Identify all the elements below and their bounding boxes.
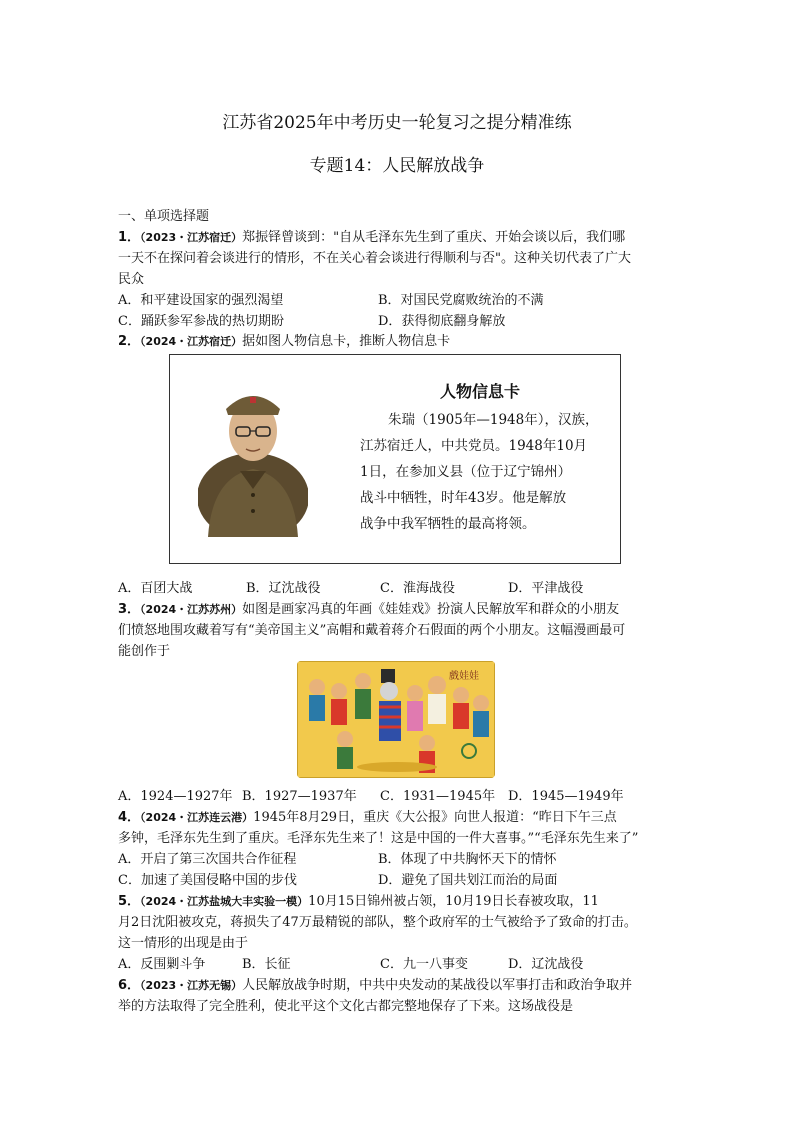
option-b[interactable]: B．体现了中共胸怀天下的情怀 [378,852,557,867]
option-d[interactable]: D．平津战役 [508,581,584,596]
document-subtitle: 专题14：人民解放战争 [309,156,485,176]
portrait-image [198,369,308,537]
question-1-line-2: 一天不在探问着会谈进行的情形，不在关心着会谈进行得顺利与否"。这种关切代表了广大 [118,251,631,266]
option-b[interactable]: B．对国民党腐败统治的不满 [378,293,544,308]
option-c[interactable]: C．淮海战役 [380,581,455,596]
question-5-line-1 [118,890,599,909]
option-a[interactable]: A．开启了第三次国共合作征程 [118,852,297,867]
card-line: 1日，在参加义县（位于辽宁锦州） [360,464,572,480]
question-5-line-2: 月2日沈阳被攻克，蒋损失了47万最精锐的部队，整个政府军的士气被给予了致命的打击。 [118,915,637,930]
card-line: 江苏宿迁人，中共党员。1948年10月 [360,438,588,454]
question-5-line-3: 这一情形的出现是由于 [118,936,249,951]
question-3-line-2: 们愤怒地围攻藏着写有“美帝国主义”高帽和戴着蒋介石假面的两个小朋友。这幅漫画最可 [118,623,626,638]
question-source: （2023・江苏无锡） [140,979,243,992]
question-number: 6． [118,978,141,993]
question-text: 如图是画家冯真的年画《娃娃戏》扮演人民解放军和群众的小朋友 [242,602,620,617]
question-3-line-1 [118,598,619,617]
question-text: 人民解放战争时期，中共中央发动的某战役以军事打击和政治争取并 [242,978,633,993]
card-line: 战斗中牺牲，时年43岁。他是解放 [360,490,567,506]
question-text: 10月15日锦州被占领，10月19日长春被攻取，11 [308,894,599,909]
option-a[interactable]: A．反围剿斗争 [118,957,206,972]
question-number: 1． [118,230,141,245]
option-d[interactable]: D．1945—1949年 [508,789,624,804]
card-line: 朱瑞（1905年—1948年），汉族， [388,412,599,428]
option-d[interactable]: D．辽沈战役 [508,957,584,972]
card-text [360,407,612,537]
question-2-line-1 [118,330,450,349]
option-c[interactable]: C．九一八事变 [380,957,468,972]
question-source: （2024・江苏苏州） [140,603,243,616]
question-text: 1945年8月29日，重庆《大公报》向世人报道：“昨日下午三点 [253,810,617,825]
question-source: （2024・江苏盐城大丰实验一模） [140,895,309,908]
question-1-line-1 [118,226,625,245]
person-info-card [169,354,621,564]
question-number: 3． [118,602,141,617]
question-source: （2023・江苏宿迁） [140,231,243,244]
option-b[interactable]: B．1927—1937年 [242,789,357,804]
question-text: 据如图人物信息卡，推断人物信息卡 [242,334,451,349]
question-text: 郑振铎曾谈到："自从毛泽东先生到了重庆、开始会谈以后，我们哪 [242,230,626,245]
section-title: 一、单项选择题 [118,209,210,224]
question-source: （2024・江苏连云港） [140,811,254,824]
question-source: （2024・江苏宿迁） [140,335,243,348]
question-number: 5． [118,894,141,909]
question-1-line-3: 民众 [118,272,145,287]
option-c[interactable]: C．踊跃参军参战的热切期盼 [118,314,284,329]
question-4-line-1 [118,806,617,825]
question-number: 2． [118,334,141,349]
new-year-painting [297,661,495,778]
painting-image [297,661,495,778]
question-6-line-2: 举的方法取得了完全胜利，使北平这个文化古都完整地保存了下来。这场战役是 [118,999,574,1014]
option-d[interactable]: D．获得彻底翻身解放 [378,314,506,329]
option-b[interactable]: B．长征 [242,957,291,972]
option-d[interactable]: D．避免了国共划江而治的局面 [378,873,558,888]
question-4-line-2: 多钟，毛泽东先生到了重庆。毛泽东先生来了！这是中国的一件大喜事。”“毛泽东先生来了” [118,831,639,846]
card-title: 人物信息卡 [440,382,521,401]
option-a[interactable]: A．百团大战 [118,581,193,596]
card-line: 战争中我军牺牲的最高将领。 [360,516,536,532]
option-a[interactable]: A．1924—1927年 [118,789,233,804]
question-3-line-3: 能创作于 [118,644,171,659]
document-title: 江苏省2025年中考历史一轮复习之提分精准练 [222,113,572,133]
painting-caption: 戲娃娃 [449,671,479,682]
question-number: 4． [118,810,141,825]
option-b[interactable]: B．辽沈战役 [246,581,321,596]
option-c[interactable]: C．1931—1945年 [380,789,496,804]
question-6-line-1 [118,974,632,993]
option-c[interactable]: C．加速了美国侵略中国的步伐 [118,873,297,888]
option-a[interactable]: A．和平建设国家的强烈渴望 [118,293,284,308]
